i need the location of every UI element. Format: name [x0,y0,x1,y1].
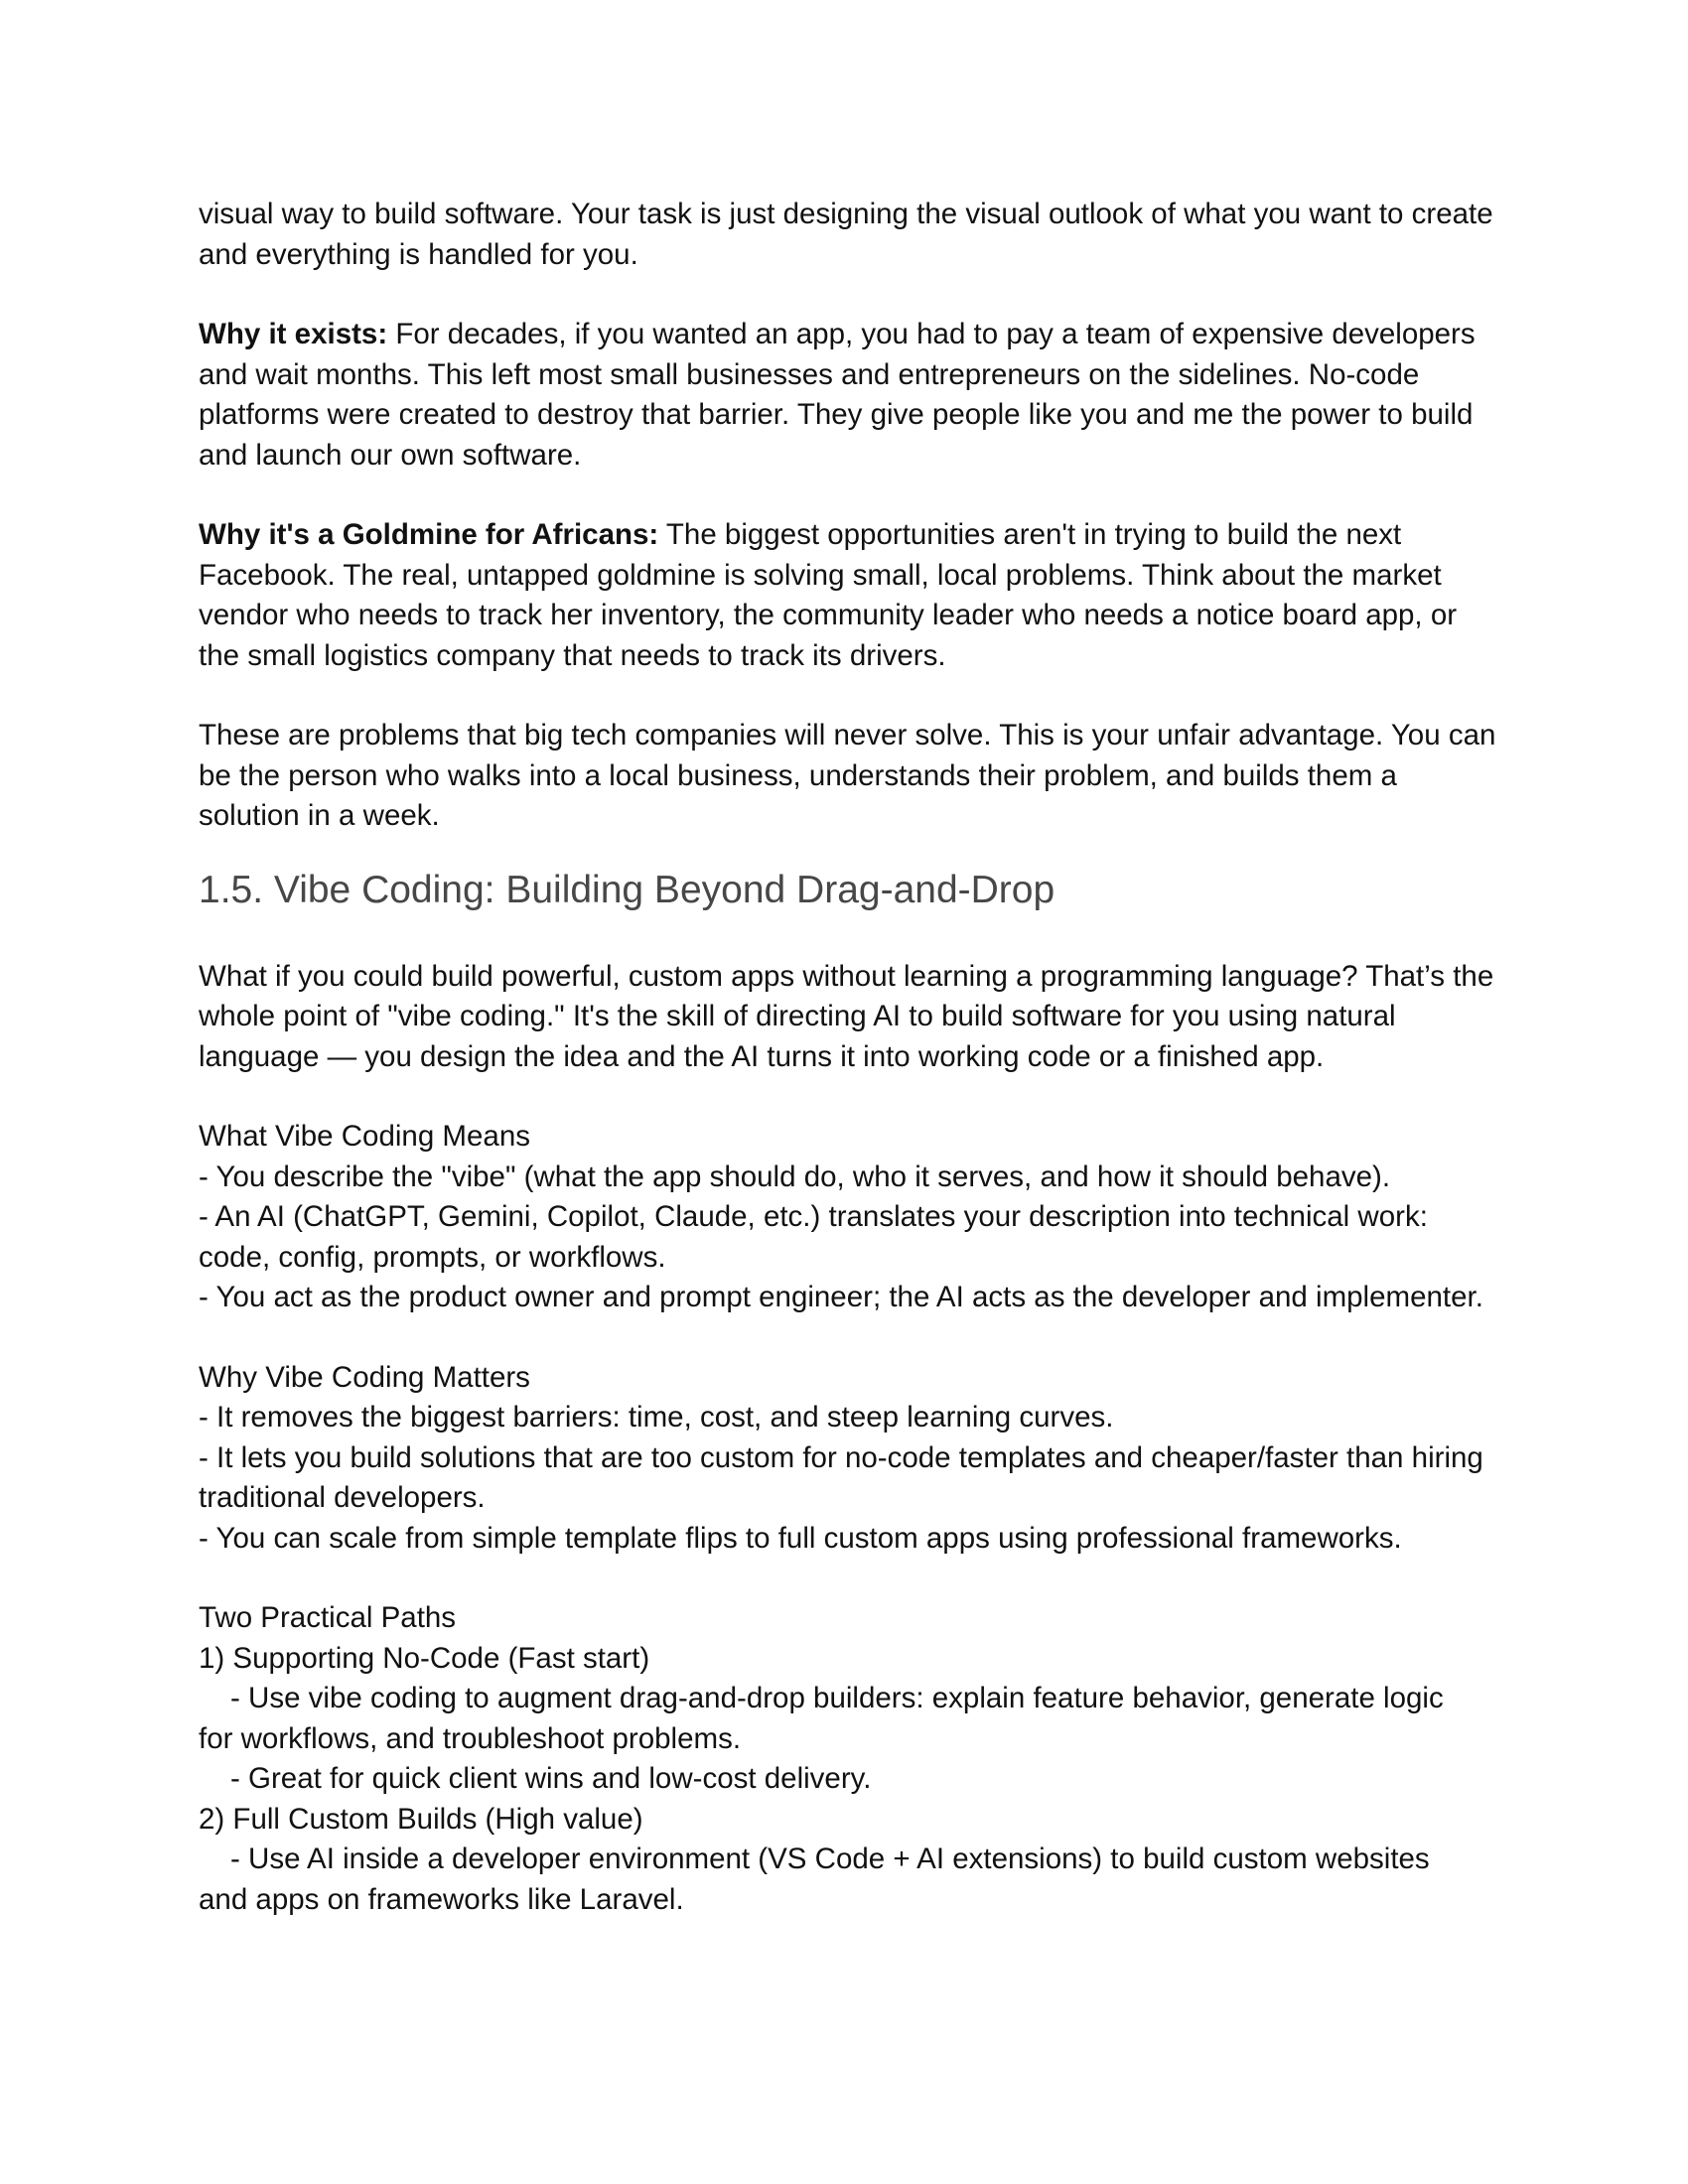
means-item-1: - You describe the "vibe" (what the app should do, who it serves, and how it should behave). [199,1160,1391,1193]
matters-item-1: - It removes the biggest barriers: time, cost, and steep learning curves. [199,1401,1114,1433]
section-heading: 1.5. Vibe Coding: Building Beyond Drag-and-Drop [199,868,1055,911]
path1-item-2: - Great for quick client wins and low-cost delivery. [230,1762,872,1795]
means-title: What Vibe Coding Means [199,1120,530,1153]
matters-title: Why Vibe Coding Matters [199,1360,530,1394]
path2-item-1: - Use AI inside a developer environment (VS Code + AI extensions) to build custom websites [230,1843,1430,1875]
path2-item-1-continuation: and apps on frameworks like Laravel. [199,1882,684,1916]
path1-item-1-continuation: for workflows, and troubleshoot problems. [199,1721,742,1755]
intro-paragraph: visual way to build software. Your task is just designing the visual outlook of what you want to create and everything is handled for you. [199,198,1493,271]
path1-item-1: - Use vibe coding to augment drag-and-drop builders: explain feature behavior, generate logic [230,1682,1444,1714]
matters-item-2: - It lets you build solutions that are too custom for no-code templates and cheaper/faster than hiring traditional developers. [199,1440,1483,1514]
why-exists-paragraph [199,315,1499,476]
advantage-paragraph: These are problems that big tech companies will never solve. This is your unfair advantage. You can be the person who walks into a local business, understands their problem, and builds them a solution in a week. [199,719,1496,832]
means-item-2: - An AI (ChatGPT, Gemini, Copilot, Claude, etc.) translates your description into technical work: code, config, prompts, or workflows. [199,1200,1428,1274]
means-item-3: - You act as the product owner and prompt engineer; the AI acts as the developer and implementer. [199,1281,1483,1313]
why-exists-text: For decades, if you wanted an app, you had to pay a team of expensive developers and wait months. This left most small businesses and entrepreneurs on the sidelines. No-code platforms were created to destroy that barrier. They give people like you and me the power to build and launch our own software. [199,318,1476,472]
path1-title: 1) Supporting No-Code (Fast start) [199,1641,650,1675]
matters-item-3: - You can scale from simple template flips to full custom apps using professional frameworks. [199,1521,1402,1555]
goldmine-label: Why it's a Goldmine for Africans: [199,518,659,551]
goldmine-paragraph [199,515,1499,676]
document-page [199,195,1499,1920]
section-intro-paragraph: What if you could build powerful, custom apps without learning a programming language? That’s the whole point of "vibe coding." It's the skill of directing AI to build software for you using natural language — you design the idea and the AI turns it into working code or a finished app. [199,959,1494,1073]
path2-title: 2) Full Custom Builds (High value) [199,1802,643,1836]
goldmine-text: The biggest opportunities aren't in trying to build the next Facebook. The real, untapped goldmine is solving small, local problems. Think about the market vendor who needs to track her inventory, the community leader who needs a notice board app, or the small logistics company that needs to track its drivers. [199,518,1458,672]
paths-title: Two Practical Paths [199,1601,457,1634]
why-exists-label: Why it exists: [199,318,388,350]
